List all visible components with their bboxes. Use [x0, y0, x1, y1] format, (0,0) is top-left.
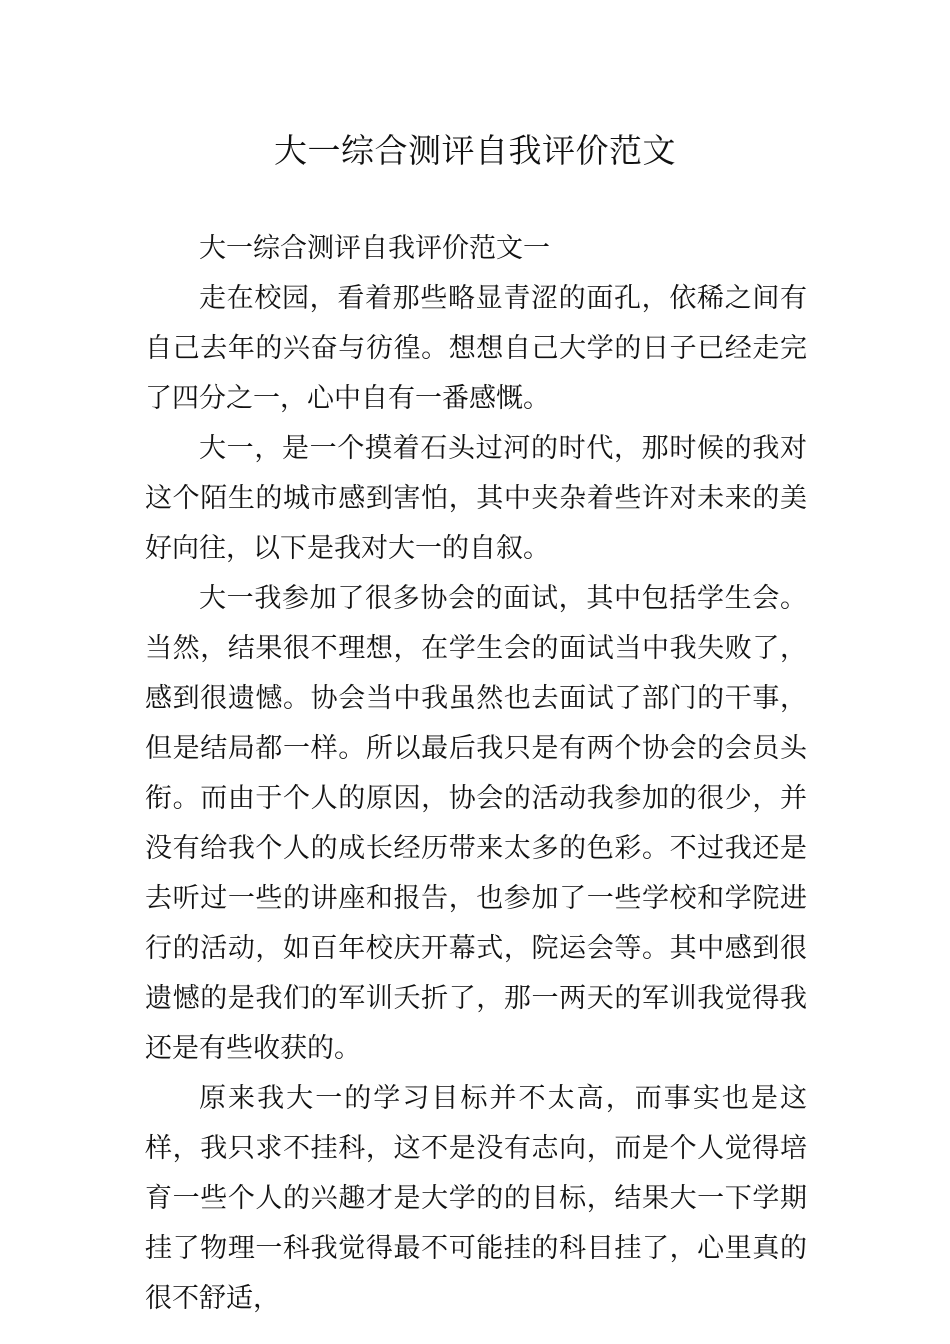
paragraph: 原来我大一的学习目标并不太高，而事实也是这样，我只求不挂科，这不是没有志向，而是个人觉得培育一些个人的兴趣才是大学的的目标，结果大一下学期挂了物理一科我觉得最不可能挂的科目挂了，心里真的很不舒适，	[145, 1083, 807, 1314]
paragraph: 大一我参加了很多协会的面试，其中包括学生会。当然，结果很不理想，在学生会的面试当中我失败了，感到很遗憾。协会当中我虽然也去面试了部门的干事，但是结局都一样。所以最后我只是有两个协会的会员头衔。而由于个人的原因，协会的活动我参加的很少，并没有给我个人的成长经历带来太多的色彩。不过我还是去听过一些的讲座和报告，也参加了一些学校和学院进行的活动，如百年校庆开幕式，院运会等。其中感到很遗憾的是我们的军训夭折了，那一两天的军训我觉得我还是有些收获的。	[145, 583, 807, 1064]
paragraph-subtitle: 大一综合测评自我评价范文一	[199, 233, 550, 264]
document-body	[145, 224, 807, 1324]
document-title: 大一综合测评自我评价范文	[274, 131, 676, 170]
paragraph: 大一，是一个摸着石头过河的时代，那时候的我对这个陌生的城市感到害怕，其中夹杂着些许对未来的美好向往，以下是我对大一的自叙。	[145, 433, 807, 564]
paragraph: 走在校园，看着那些略显青涩的面孔，依稀之间有自己去年的兴奋与彷徨。想想自己大学的日子已经走完了四分之一，心中自有一番感慨。	[145, 283, 807, 414]
